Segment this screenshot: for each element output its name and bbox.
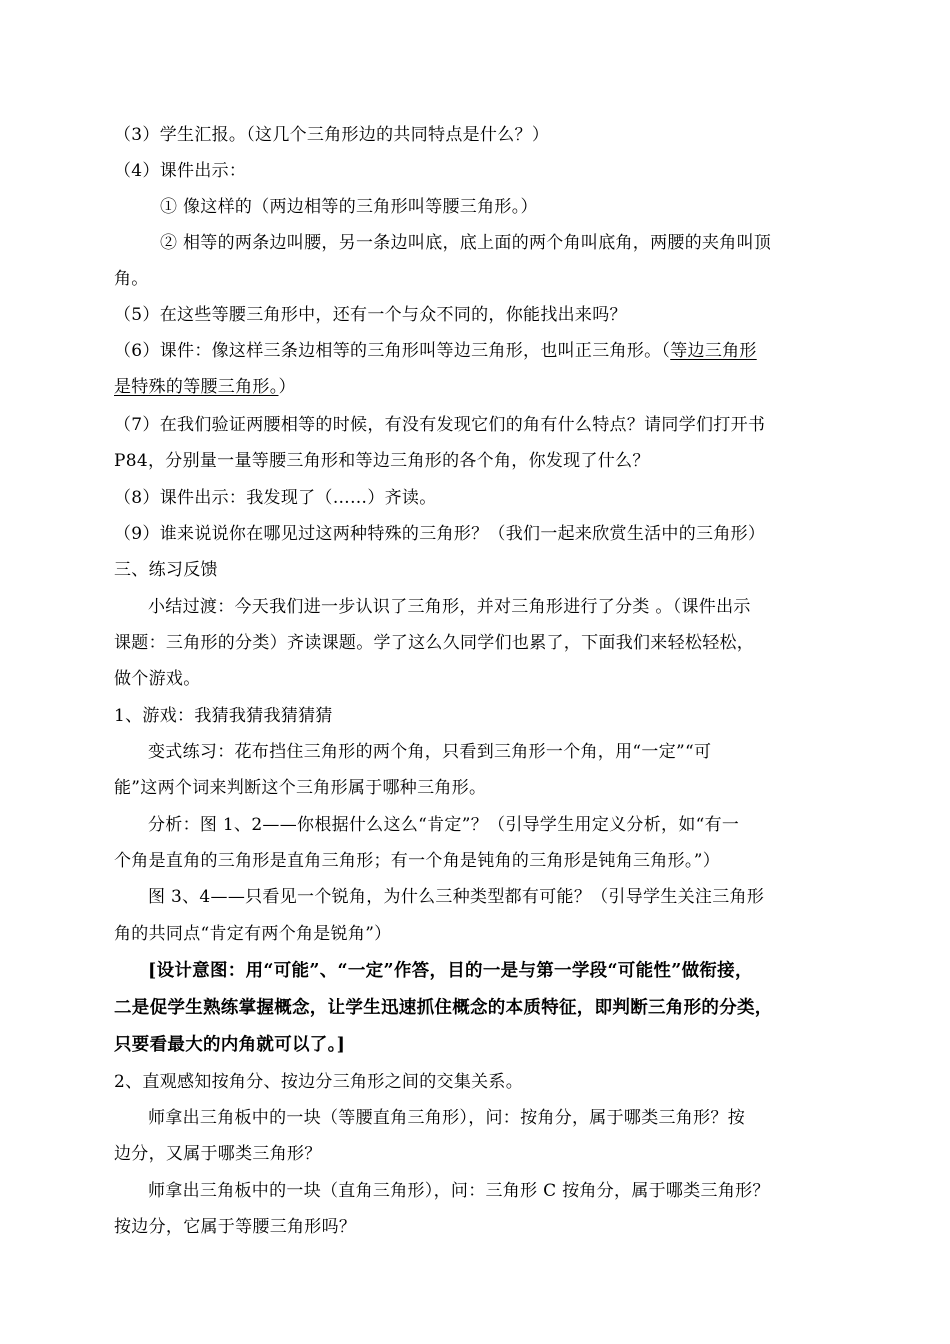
paragraph-line: （3）学生汇报。（这几个三角形边的共同特点是什么？） — [114, 125, 550, 145]
design-intent-line: 只要看最大的内角就可以了。] — [114, 1035, 346, 1055]
paragraph-line: 个角是直角的三角形是直角三角形；有一个角是钝角的三角形是钝角三角形。”） — [114, 851, 720, 871]
paragraph-line — [114, 376, 296, 398]
paragraph-line: 变式练习：花布挡住三角形的两个角，只看到三角形一个角，用“一定”“可 — [148, 742, 712, 762]
paragraph-line: P84，分别量一量等腰三角形和等边三角形的各个角，你发现了什么？ — [114, 451, 650, 471]
paragraph-line: 做个游戏。 — [114, 669, 201, 689]
underlined-text: 等边三角形 — [670, 341, 757, 361]
underlined-text: 是特殊的等腰三角形。 — [114, 377, 279, 397]
paragraph-line: ① 像这样的（两边相等的三角形叫等腰三角形。） — [160, 197, 538, 217]
paragraph-line — [114, 340, 757, 362]
design-intent-line: [设计意图：用“可能”、“一定”作答，目的一是与第一学段“可能性”做衔接， — [148, 961, 753, 981]
paragraph-line: 角。 — [114, 269, 149, 289]
paragraph-line: 角的共同点“肯定有两个角是锐角”） — [114, 924, 392, 944]
paragraph-line: （8）课件出示：我发现了（……）齐读。 — [114, 488, 437, 508]
paragraph-line: ② 相等的两条边叫腰，另一条边叫底，底上面的两个角叫底角，两腰的夹角叫顶 — [160, 233, 772, 253]
paragraph-line: 分析：图 1、2——你根据什么这么“肯定”？（引导学生用定义分析，如“有一 — [148, 815, 740, 835]
paragraph-line: 师拿出三角板中的一块（等腰直角三角形），问：按角分，属于哪类三角形？按 — [148, 1108, 745, 1128]
paragraph-line: 按边分，它属于等腰三角形吗？ — [114, 1217, 357, 1237]
paragraph-line: 能”这两个词来判断这个三角形属于哪种三角形。 — [114, 778, 487, 798]
paragraph-line: （7）在我们验证两腰相等的时候，有没有发现它们的角有什么特点？请同学们打开书 — [114, 415, 766, 435]
paragraph-line: （4）课件出示： — [114, 161, 247, 181]
line-text: （6）课件：像这样三条边相等的三角形叫等边三角形，也叫正三角形。（ — [114, 341, 671, 361]
paragraph-line: 课题：三角形的分类）齐读课题。学了这么久同学们也累了，下面我们来轻松轻松， — [114, 633, 755, 653]
paragraph-line: 图 3、4——只看见一个锐角，为什么三种类型都有可能？（引导学生关注三角形 — [148, 887, 765, 907]
paragraph-line: 边分，又属于哪类三角形？ — [114, 1144, 322, 1164]
design-intent-line: 二是促学生熟练掌握概念，让学生迅速抓住概念的本质特征，即判断三角形的分类， — [114, 998, 773, 1018]
paragraph-line: （9）谁来说说你在哪见过这两种特殊的三角形？（我们一起来欣赏生活中的三角形） — [114, 524, 766, 544]
subsection-heading: 1、游戏：我猜我猜我猜猜猜 — [114, 706, 333, 726]
section-heading: 三、练习反馈 — [114, 560, 218, 580]
line-text: ） — [278, 377, 296, 397]
paragraph-line: （5）在这些等腰三角形中，还有一个与众不同的，你能找出来吗？ — [114, 305, 627, 325]
paragraph-line: 小结过渡：今天我们进一步认识了三角形，并对三角形进行了分类 。（课件出示 — [148, 597, 751, 617]
subsection-heading: 2、直观感知按角分、按边分三角形之间的交集关系。 — [114, 1072, 524, 1092]
paragraph-line: 师拿出三角板中的一块（直角三角形），问：三角形 C 按角分，属于哪类三角形？ — [148, 1181, 770, 1201]
